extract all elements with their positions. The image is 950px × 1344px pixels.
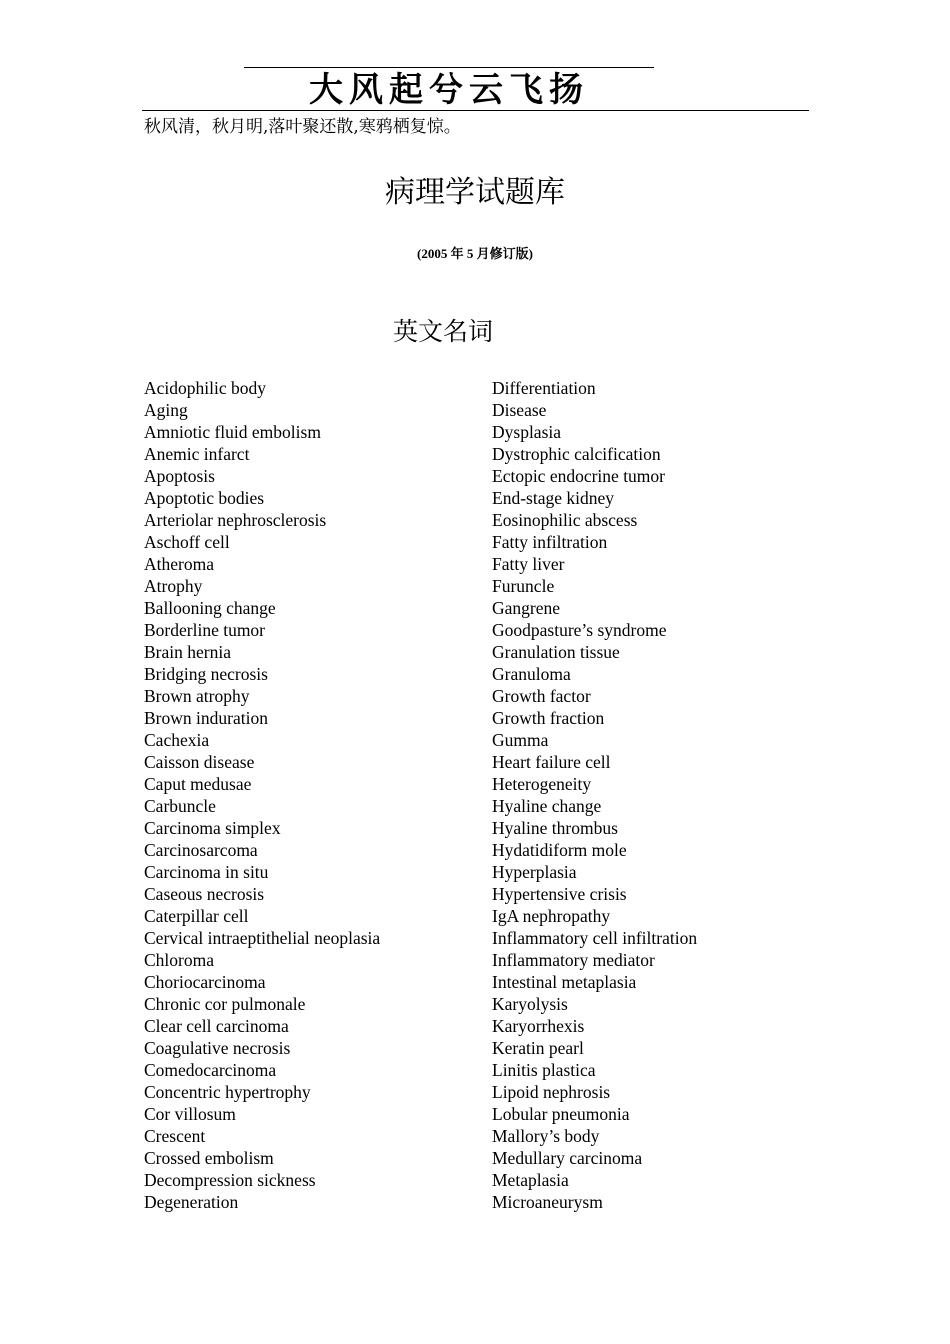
term-item: Crossed embolism bbox=[144, 1148, 274, 1168]
term-item: Inflammatory cell infiltration bbox=[492, 928, 698, 948]
term-item: Linitis plastica bbox=[492, 1060, 596, 1080]
term-item: Borderline tumor bbox=[144, 620, 266, 640]
term-item: Dystrophic calcification bbox=[492, 444, 661, 464]
term-item: Atheroma bbox=[144, 554, 214, 574]
term-item: Carcinosarcoma bbox=[144, 840, 258, 860]
term-item: Eosinophilic abscess bbox=[492, 510, 638, 530]
term-item: Carbuncle bbox=[144, 796, 216, 816]
term-item: Lobular pneumonia bbox=[492, 1104, 630, 1124]
term-item: Caterpillar cell bbox=[144, 906, 249, 926]
term-item: Aschoff cell bbox=[144, 532, 230, 552]
term-item: Metaplasia bbox=[492, 1170, 569, 1190]
term-item: Brown induration bbox=[144, 708, 268, 728]
term-item: End-stage kidney bbox=[492, 488, 614, 508]
term-item: Keratin pearl bbox=[492, 1038, 584, 1058]
section-title: 英文名词 bbox=[392, 317, 493, 346]
term-item: Atrophy bbox=[144, 576, 203, 596]
term-item: Caput medusae bbox=[144, 774, 252, 794]
term-item: Cervical intraeptithelial neoplasia bbox=[144, 928, 381, 948]
term-item: Disease bbox=[492, 400, 547, 420]
terms-left-column bbox=[144, 377, 484, 1213]
term-item: Carcinoma simplex bbox=[144, 818, 281, 838]
term-item: Goodpasture’s syndrome bbox=[492, 620, 667, 640]
header-calligraphy-title: 大风起兮云飞扬 bbox=[309, 70, 589, 110]
term-item: Mallory’s body bbox=[492, 1126, 600, 1146]
term-item: Caseous necrosis bbox=[144, 884, 265, 904]
term-item: Crescent bbox=[144, 1126, 206, 1146]
term-item: Concentric hypertrophy bbox=[144, 1082, 311, 1102]
terms-right-column bbox=[492, 377, 832, 1213]
term-item: Comedocarcinoma bbox=[144, 1060, 277, 1080]
term-item: Choriocarcinoma bbox=[144, 972, 266, 992]
term-item: Hyaline change bbox=[492, 796, 602, 816]
term-item: Fatty liver bbox=[492, 554, 565, 574]
term-item: Granulation tissue bbox=[492, 642, 620, 662]
term-item: Cachexia bbox=[144, 730, 210, 750]
term-item: Degeneration bbox=[144, 1192, 239, 1212]
term-item: Arteriolar nephrosclerosis bbox=[144, 510, 327, 530]
term-item: Gumma bbox=[492, 730, 549, 750]
term-item: Lipoid nephrosis bbox=[492, 1082, 611, 1102]
term-item: Fatty infiltration bbox=[492, 532, 608, 552]
term-item: Hyperplasia bbox=[492, 862, 577, 882]
term-item: Hypertensive crisis bbox=[492, 884, 627, 904]
term-item: Anemic infarct bbox=[144, 444, 250, 464]
term-item: Aging bbox=[144, 400, 188, 420]
term-item: Coagulative necrosis bbox=[144, 1038, 291, 1058]
term-item: Dysplasia bbox=[492, 422, 562, 442]
term-item: Ballooning change bbox=[144, 598, 276, 618]
term-item: Clear cell carcinoma bbox=[144, 1016, 289, 1036]
term-item: Growth factor bbox=[492, 686, 591, 706]
term-item: Heart failure cell bbox=[492, 752, 611, 772]
term-item: Bridging necrosis bbox=[144, 664, 268, 684]
term-item: Chronic cor pulmonale bbox=[144, 994, 306, 1014]
term-item: Brown atrophy bbox=[144, 686, 250, 706]
term-item: Chloroma bbox=[144, 950, 214, 970]
term-item: Hydatidiform mole bbox=[492, 840, 627, 860]
term-item: Karyolysis bbox=[492, 994, 568, 1014]
document-title: 病理学试题库 bbox=[385, 175, 565, 210]
term-item: Decompression sickness bbox=[144, 1170, 316, 1190]
term-item: Furuncle bbox=[492, 576, 555, 596]
term-item: Acidophilic body bbox=[144, 378, 266, 398]
term-item: Karyorrhexis bbox=[492, 1016, 585, 1036]
term-item: Granuloma bbox=[492, 664, 571, 684]
term-item: Caisson disease bbox=[144, 752, 255, 772]
term-item: Apoptotic bodies bbox=[144, 488, 265, 508]
term-item: Differentiation bbox=[492, 378, 596, 398]
term-item: Microaneurysm bbox=[492, 1192, 603, 1212]
term-item: Brain hernia bbox=[144, 642, 231, 662]
term-item: Gangrene bbox=[492, 598, 561, 618]
term-item: Amniotic fluid embolism bbox=[144, 422, 321, 442]
term-item: IgA nephropathy bbox=[492, 906, 611, 926]
term-item: Intestinal metaplasia bbox=[492, 972, 637, 992]
document-subtitle: (2005 年 5 月修订版) bbox=[417, 246, 533, 261]
term-item: Ectopic endocrine tumor bbox=[492, 466, 665, 486]
term-item: Cor villosum bbox=[144, 1104, 236, 1124]
term-item: Heterogeneity bbox=[492, 774, 592, 794]
term-item: Apoptosis bbox=[144, 466, 215, 486]
term-item: Growth fraction bbox=[492, 708, 605, 728]
term-item: Carcinoma in situ bbox=[144, 862, 269, 882]
header-poem: 秋风清，秋月明,落叶聚还散,寒鸦栖复惊。 bbox=[144, 117, 461, 137]
term-item: Medullary carcinoma bbox=[492, 1148, 643, 1168]
term-item: Hyaline thrombus bbox=[492, 818, 618, 838]
term-item: Inflammatory mediator bbox=[492, 950, 655, 970]
header-rule-bottom bbox=[142, 110, 809, 111]
header-rule-top bbox=[244, 67, 654, 68]
